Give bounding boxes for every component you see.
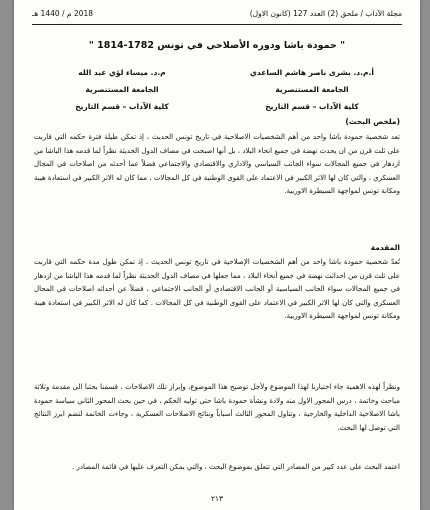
paper-title: " حمودة باشا ودوره الأصلاحي في تونس 1782-1814 " [88, 40, 346, 51]
journal-info: مجلة الآداب / ملحق (2) العدد 127 (كانون الاول) [249, 9, 402, 18]
author-department: كلية الآداب – قسم التاريخ [75, 102, 169, 111]
running-header [32, 6, 402, 25]
author-department: كلية الآداب – قسم التاريخ [265, 102, 359, 111]
authors-block [42, 64, 392, 118]
abstract-heading: (ملخص البحث) [345, 117, 400, 126]
intro-heading: المقدمة [370, 243, 400, 252]
intro-text: تُعدّ شخصية حمودة باشا واحد من أهم الشخصيات الإصلاحية في تاريخ تونس الحديث ، إذ تمكن طول مدة حكمه التي قاربت على ثلث قرن من احداثث نهضة في جميع أنحاء البلاد ، مما جعلها في مصاف الدول الحديثة نظراً لما قدمه هذا الباشا من ازدهار في جميع المجالات سواء الجانب السياسية أو الجانب الاقتصادي أو الجانب الاجتماعي ، فضلاً عن أحداثه اصلاحات في المجال العسكري والتي كان لها الاثر الكبير في الاعتماد على القوى الوطنية في كل المجالات . كما كان له الاثر الكبير في استعادة هيبة ومكانة تونس لمواجهة السيطرة الاوربية. [34, 258, 400, 320]
author-affiliation: الجامعة المستنصرية [275, 85, 349, 94]
page-number: ٢١٣ [210, 494, 224, 503]
author-affiliation: الجامعة المستنصرية [85, 85, 159, 94]
document-page [14, 0, 420, 510]
author-name: أ.م.د. بشرى ناصر هاشم الساعدي [250, 68, 374, 77]
abstract-text: تعد شخصية حمودة باشا واحد من أهم الشخصيات الاصلاحية في تاريخ تونس الحديث ، إذ تمكن طيلة فترة حكمه التي قاربت على ثلث قرن من ان يحدث نهضة في جميع انحاء البلاد ، بل أنها اصبحت في مصاف الدول الحديثة نظراً لما قدمه هذا الباشا من ازدهار في جميع المجالات سواء الجانب السياسي والاداري والاقتصادي والاجتماعي فضلاً عما أحدثه من اصلاحات في المجال العسكري ، والتي كان لها الاثر الكبير في الاعتماد على القوى الوطنية في كل المجالات ، مما كان له الاثر الكبير في استعادة هيبة ومكانة تونس لمواجهة السيطرة الاوربية. [34, 133, 400, 195]
author-2 [42, 64, 202, 115]
author-1 [232, 64, 392, 115]
body-paragraph-2: اعتمد البحث على عدد كبير من المصادر التي تتعلق بموضوع البحث ، والتي يمكن التعرف عليها في قائمة المصادر . [72, 463, 400, 471]
author-name: م.د. ميساء لؤي عبد الله [78, 68, 166, 77]
issue-year: 2018 م / 1440 هـ [32, 9, 94, 18]
body-paragraph-1: ونظراً لهذه الاهمية جاء اختيارنا لهذا الموضوع ولأجل توضيح هذا الموضوع، وإبراز تلك الاصلاحات ، قسمنا بحثنا الى مقدمة وثلاثة مباحث وخاتمة ، درس المحور الاول منه ولادة ونشأة حمودة باشا حتى توليه الحكم ، في حين بحث المحور الثاني سياسة حمودة باشا الاصلاحية الداخلية والخارجية ، وتناول المحور الثالث أسباباً ونتائج الاصلاحات العسكرية ، وجاءت الخاتمة لتضم ابرز النتائج التي توصل لها البحث. [34, 383, 400, 432]
